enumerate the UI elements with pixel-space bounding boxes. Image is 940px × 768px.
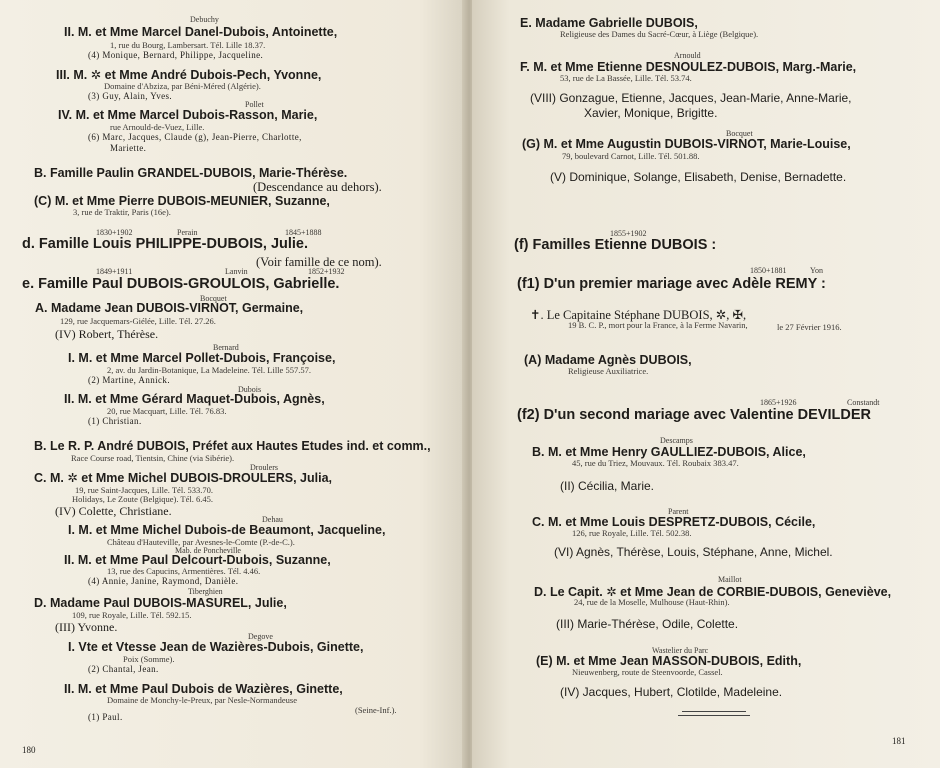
entry-address: 45, rue du Triez, Mouvaux. Tél. Roubaix 383.47. [572, 458, 739, 468]
family-heading: d. Famille Louis PHILIPPE-DUBOIS, Julie. [22, 236, 309, 252]
maiden-name: Maillot [718, 575, 742, 584]
maiden-name: Arnould [674, 51, 701, 60]
maiden-name: Perain [177, 228, 198, 237]
page-number: 180 [22, 745, 36, 755]
entry-address: Race Course road, Tientsin, Chine (via Sibérie). [71, 453, 235, 463]
entry-address: 129, rue Jacquemars-Giélée, Lille. Tél. 27.26. [60, 316, 216, 326]
entry-heading: B. Le R. P. André DUBOIS, Préfet aux Hautes Etudes ind. et comm., [34, 439, 431, 453]
entry-children: (IV) Colette, Christiane. [55, 504, 172, 518]
maiden-name: Constandt [847, 398, 880, 407]
entry-address: le 27 Février 1916. [777, 322, 842, 332]
entry-heading: (E) M. et Mme Jean MASSON-DUBOIS, Edith, [536, 654, 802, 668]
dates: 1849+1911 [96, 267, 133, 276]
entry-heading: D. Madame Paul DUBOIS-MASUREL, Julie, [34, 596, 287, 610]
entry-address: 2, av. du Jardin-Botanique, La Madeleine. Tél. Lille 557.57. [107, 365, 311, 375]
entry-children: (2) Chantal, Jean. [88, 664, 159, 674]
maiden-name: Parent [668, 507, 689, 516]
entry-heading: (G) M. et Mme Augustin DUBOIS-VIRNOT, Marie-Louise, [522, 137, 851, 151]
entry-heading: A. Madame Jean DUBOIS-VIRNOT, Germaine, [35, 301, 304, 315]
family-heading: (f2) D'un second mariage avec Valentine DEVILDER [517, 407, 871, 423]
entry-address: (Seine-Inf.). [355, 705, 397, 715]
entry-address: Domaine d'Abziza, par Béni-Méred (Algérie). [104, 81, 261, 91]
maiden-name: Droulers [250, 463, 278, 472]
family-heading: e. Famille Paul DUBOIS-GROULOIS, Gabrielle. [22, 276, 340, 292]
entry-children: (6) Marc, Jacques, Claude (g), Jean-Pierre, Charlotte, [88, 132, 302, 142]
entry-address: 20, rue Macquart, Lille. Tél. 76.83. [107, 406, 227, 416]
entry-heading: II. M. et Mme Paul Dubois de Wazières, Ginette, [64, 682, 343, 696]
maiden-name: Bocquet [200, 294, 227, 303]
dates: 1845+1888 [285, 228, 322, 237]
entry-address: 24, rue de la Moselle, Mulhouse (Haut-Rhin). [574, 597, 730, 607]
left-page [0, 0, 466, 768]
dates: 1865+1926 [760, 398, 797, 407]
entry-heading: (C) M. et Mme Pierre DUBOIS-MEUNIER, Suzanne, [34, 194, 330, 208]
maiden-name: Wastelier du Parc [652, 646, 709, 655]
end-rule [682, 711, 746, 712]
page-number: 181 [892, 736, 906, 746]
entry-heading: B. M. et Mme Henry GAULLIEZ-DUBOIS, Alice, [532, 445, 806, 459]
entry-children: (IV) Jacques, Hubert, Clotilde, Madeleine. [560, 685, 783, 699]
entry-note: (Descendance au dehors). [253, 180, 382, 194]
entry-heading: C. M. ✲ et Mme Michel DUBOIS-DROULERS, Julia, [34, 471, 333, 485]
entry-children: (III) Marie-Thérèse, Odile, Colette. [556, 617, 739, 631]
entry-heading: I. M. et Mme Marcel Pollet-Dubois, Françoise, [68, 351, 336, 365]
entry-address: 79, boulevard Carnot, Lille. Tél. 501.88. [562, 151, 700, 161]
entry-address: Domaine de Monchy-le-Preux, par Nesle-Normandeuse [107, 695, 298, 705]
entry-children: Mariette. [110, 143, 147, 153]
entry-address: rue Arnould-de-Vuez, Lille. [110, 122, 205, 132]
maiden-name: Dehau [262, 515, 283, 524]
entry-address: Poix (Somme). [123, 654, 175, 664]
maiden-name: Degove [248, 632, 273, 641]
entry-address: 13, rue des Capucins, Armentières. Tél. 4.46. [107, 566, 261, 576]
maiden-name: Descamps [660, 436, 693, 445]
family-heading: (f) Familles Etienne DUBOIS : [514, 237, 717, 253]
entry-address: Religieuse Auxiliatrice. [568, 366, 649, 376]
maiden-name: Mab. de Poncheville [175, 546, 241, 555]
entry-note: (Voir famille de ce nom). [256, 255, 382, 269]
entry-children: (1) Paul. [88, 712, 123, 722]
entry-heading: E. Madame Gabrielle DUBOIS, [520, 16, 698, 30]
entry-children: (IV) Robert, Thérèse. [55, 327, 159, 341]
entry-children: (V) Dominique, Solange, Elisabeth, Denise, Bernadette. [550, 170, 847, 184]
maiden-name: Bocquet [726, 129, 753, 138]
entry-children: Xavier, Monique, Brigitte. [584, 106, 718, 120]
entry-heading: (A) Madame Agnès DUBOIS, [524, 353, 692, 367]
entry-heading: II. M. et Mme Marcel Danel-Dubois, Antoinette, [64, 25, 338, 39]
entry-children: (III) Yvonne. [55, 620, 118, 634]
entry-address: 126, rue Royale, Lille. Tél. 502.38. [572, 528, 692, 538]
entry-address: 109, rue Royale, Lille. Tél. 592.15. [72, 610, 192, 620]
dates: 1855+1902 [610, 229, 647, 238]
entry-heading: F. M. et Mme Etienne DESNOULEZ-DUBOIS, Marg.-Marie, [520, 60, 857, 74]
entry-address: Holidays, Le Zoute (Belgique). Tél. 6.45. [72, 494, 214, 504]
dates: 1852+1932 [308, 267, 345, 276]
entry-children: (2) Martine, Annick. [88, 375, 170, 385]
entry-address: 19, rue Saint-Jacques, Lille. Tél. 533.70. [75, 485, 213, 495]
maiden-name: Pollet [245, 100, 264, 109]
maiden-name: Yon [810, 266, 823, 275]
entry-children: (4) Annie, Janine, Raymond, Danièle. [88, 576, 239, 586]
entry-heading: B. Famille Paulin GRANDEL-DUBOIS, Marie-Thérèse. [34, 166, 348, 180]
entry-heading: IV. M. et Mme Marcel Dubois-Rasson, Marie, [58, 108, 318, 122]
entry-address: 1, rue du Bourg, Lambersart. Tél. Lille 18.37. [110, 40, 266, 50]
entry-children: (II) Cécilia, Marie. [560, 479, 655, 493]
entry-heading: I. Vte et Vtesse Jean de Wazières-Dubois, Ginette, [68, 640, 364, 654]
entry-heading: D. Le Capit. ✲ et Mme Jean de CORBIE-DUBOIS, Geneviève, [534, 585, 892, 599]
entry-children: (1) Christian. [88, 416, 142, 426]
maiden-name: Debuchy [190, 15, 219, 24]
entry-heading: III. M. ✲ et Mme André Dubois-Pech, Yvonne, [56, 68, 322, 82]
entry-address: Château d'Hauteville, par Avesnes-le-Comte (P.-de-C.). [107, 537, 295, 547]
entry-heading: I. M. et Mme Michel Dubois-de Beaumont, Jacqueline, [68, 523, 386, 537]
entry-children: (3) Guy, Alain, Yves. [88, 91, 173, 101]
entry-address: 19 B. C. P., mort pour la France, à la Ferme Navarin, [568, 320, 748, 330]
entry-heading: II. M. et Mme Paul Delcourt-Dubois, Suzanne, [64, 553, 331, 567]
maiden-name: Dubois [238, 385, 262, 394]
entry-children: (VIII) Gonzague, Etienne, Jacques, Jean-Marie, Anne-Marie, [530, 91, 852, 105]
entry-heading: ✝. Le Capitaine Stéphane DUBOIS, ✲, ✠, [530, 308, 747, 322]
dates: 1830+1902 [96, 228, 133, 237]
dates: 1850+1881 [750, 266, 787, 275]
entry-address: 3, rue de Traktir, Paris (16e). [73, 207, 171, 217]
entry-children: (VI) Agnès, Thérèse, Louis, Stéphane, Anne, Michel. [554, 545, 833, 559]
entry-children: (4) Monique, Bernard, Philippe, Jacqueline. [88, 50, 264, 60]
entry-heading: C. M. et Mme Louis DESPRETZ-DUBOIS, Cécile, [532, 515, 816, 529]
entry-address: Religieuse des Dames du Sacré-Cœur, à Liège (Belgique). [560, 29, 759, 39]
maiden-name: Bernard [213, 343, 239, 352]
right-page [472, 0, 940, 768]
maiden-name: Lanvin [225, 267, 248, 276]
end-rule [678, 715, 750, 716]
family-heading: (f1) D'un premier mariage avec Adèle REMY : [517, 276, 826, 292]
maiden-name: Tiberghien [188, 587, 223, 596]
entry-address: 53, rue de La Bassée, Lille. Tél. 53.74. [560, 73, 692, 83]
entry-heading: II. M. et Mme Gérard Maquet-Dubois, Agnès, [64, 392, 325, 406]
entry-address: Nieuwenberg, route de Steenvoorde, Cassel. [572, 667, 723, 677]
